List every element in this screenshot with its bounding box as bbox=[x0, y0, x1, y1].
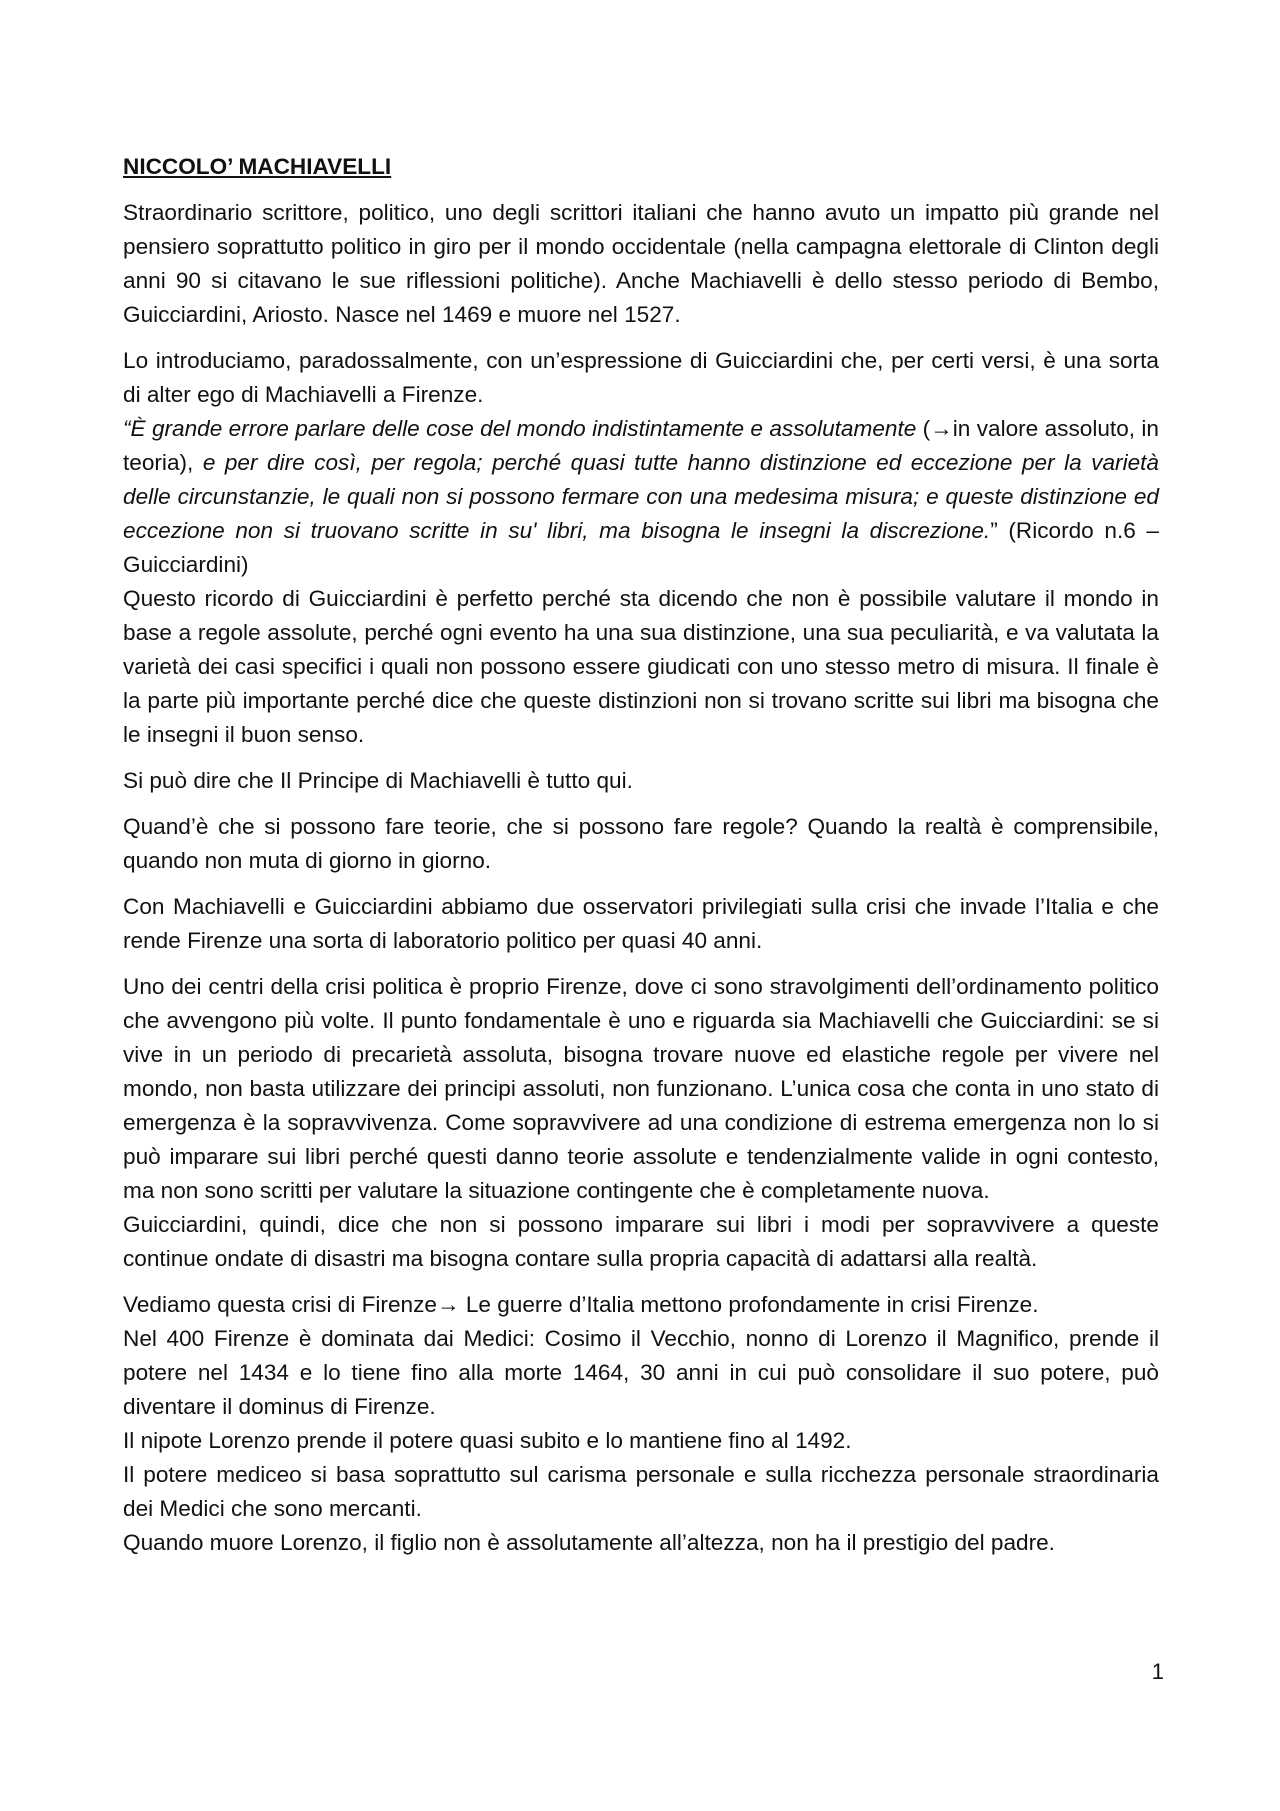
paragraph-lorenzo: Il nipote Lorenzo prende il potere quasi subito e lo mantiene fino al 1492. bbox=[123, 1428, 852, 1453]
document-title: NICCOLO’ MACHIAVELLI bbox=[123, 154, 392, 179]
paragraph-adattarsi: Guicciardini, quindi, dice che non si possono imparare sui libri i modi per sopravvivere a queste continue ondate di disastri ma bisogna contare sulla propria capacità di adattarsi alla realtà. bbox=[123, 1212, 1159, 1271]
paragraph-medici: Nel 400 Firenze è dominata dai Medici: Cosimo il Vecchio, nonno di Lorenzo il Magnifico, prende il potere nel 1434 e lo tiene fino alla morte 1464, 30 anni in cui può consolidare il suo potere, può diventare il dominus di Firenze. bbox=[123, 1326, 1159, 1419]
paragraph-ricordo-comment: Questo ricordo di Guicciardini è perfetto perché sta dicendo che non è possibile valutare il mondo in base a regole assolute, perché ogni evento ha una sua distinzione, una sua peculiarità, e va valutata la varietà dei casi specifici i quali non possono essere giudicati con uno stesso metro di misura. Il finale è la parte più importante perché dice che queste distinzioni non si trovano scritte sui libri ma bisogna che le insegni il buon senso. bbox=[123, 586, 1159, 747]
page-number: 1 bbox=[1151, 1659, 1164, 1684]
quote-part-c: e per dire così, per regola; perché quasi tutte hanno distinzione ed eccezione per la varietà delle circunstanzie, le quali non si possono fermare con una medesima misura; e queste distinzione ed eccezione non si truovano scritte in su' libri, ma bisogna le insegni la discrezione. bbox=[123, 450, 1159, 543]
paragraph-osservatori: Con Machiavelli e Guicciardini abbiamo due osservatori privilegiati sulla crisi che invade l’Italia e che rende Firenze una sorta di laboratorio politico per quasi 40 anni. bbox=[123, 894, 1159, 953]
paragraph-guicciardini-intro: Lo introduciamo, paradossalmente, con un’espressione di Guicciardini che, per certi versi, è una sorta di alter ego di Machiavelli a Firenze. bbox=[123, 348, 1159, 407]
document-body bbox=[123, 150, 1159, 1560]
quote-gloss: (→in valore assoluto, in teoria), bbox=[123, 416, 1159, 475]
paragraph-guerre-italia: Vediamo questa crisi di Firenze→ Le guerre d’Italia mettono profondamente in crisi Firenze. bbox=[123, 1292, 1039, 1317]
quote-part-a: “È grande errore parlare delle cose del mondo indistintamente e assolutamente bbox=[123, 416, 917, 441]
paragraph-principe: Si può dire che Il Principe di Machiavelli è tutto qui. bbox=[123, 768, 633, 793]
quote-source: ” (Ricordo n.6 – Guicciardini) bbox=[123, 518, 1159, 577]
paragraph-crisi-firenze: Uno dei centri della crisi politica è proprio Firenze, dove ci sono stravolgimenti dell’ordinamento politico che avvengono più volte. Il punto fondamentale è uno e riguarda sia Machiavelli che Guicciardini: se si vive in un periodo di precarietà assoluta, bisogna trovare nuove ed elastiche regole per vivere nel mondo, non basta utilizzare dei principi assoluti, non funzionano. L’unica cosa che conta in uno stato di emergenza è la sopravvivenza. Come sopravvivere ad una condizione di estrema emergenza non lo si può imparare sui libri perché questi danno teorie assolute e tendenzialmente valide in ogni contesto, ma non sono scritti per valutare la situazione contingente che è completamente nuova. bbox=[123, 974, 1159, 1203]
paragraph-potere-mediceo: Il potere mediceo si basa soprattutto sul carisma personale e sulla ricchezza personale straordinaria dei Medici che sono mercanti. bbox=[123, 1462, 1159, 1521]
paragraph-intro: Straordinario scrittore, politico, uno degli scrittori italiani che hanno avuto un impatto più grande nel pensiero soprattutto politico in giro per il mondo occidentale (nella campagna elettorale di Clinton degli anni 90 si citavano le sue riflessioni politiche). Anche Machiavelli è dello stesso periodo di Bembo, Guicciardini, Ariosto. Nasce nel 1469 e muore nel 1527. bbox=[123, 200, 1159, 327]
paragraph-morte-lorenzo: Quando muore Lorenzo, il figlio non è assolutamente all’altezza, non ha il prestigio del padre. bbox=[123, 1530, 1055, 1555]
paragraph-teorie: Quand’è che si possono fare teorie, che si possono fare regole? Quando la realtà è comprensibile, quando non muta di giorno in giorno. bbox=[123, 814, 1159, 873]
paragraph-quote bbox=[123, 412, 1159, 582]
